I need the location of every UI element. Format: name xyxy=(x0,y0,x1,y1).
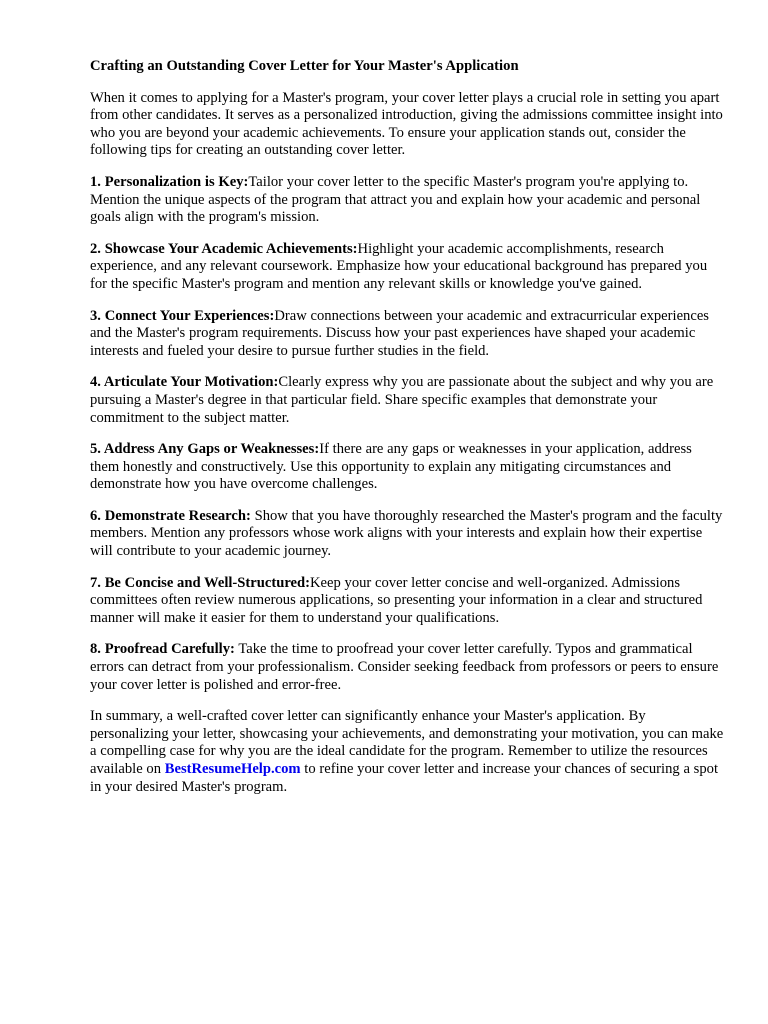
summary-paragraph xyxy=(90,708,724,796)
tip-body-6: Show that you have thoroughly researched the Master's program and the faculty members. Mention any professors whose work aligns with your interests and explain how their expertise will contribute to your academic journey. xyxy=(90,507,723,560)
tip-label-5: 5. Address Any Gaps or Weaknesses: xyxy=(90,441,320,458)
tip-item-4 xyxy=(90,374,724,427)
tip-body-3: Draw connections between your academic and extracurricular experiences and the Master's program requirements. Discuss how your past experiences have shaped your academic interests and fueled your desire to pursue further studies in the field. xyxy=(90,307,709,359)
tip-item-1 xyxy=(90,174,724,227)
tip-label-6: 6. Demonstrate Research: xyxy=(90,507,251,524)
tip-label-3: 3. Connect Your Experiences: xyxy=(90,307,275,324)
tip-item-3 xyxy=(90,308,724,361)
tip-item-8 xyxy=(90,641,724,694)
tip-label-2: 2. Showcase Your Academic Achievements: xyxy=(90,240,358,257)
intro-paragraph: When it comes to applying for a Master's program, your cover letter plays a crucial role in setting you apart from other candidates. It serves as a personalized introduction, giving the admissions committee insight into who you are beyond your academic achievements. To ensure your application stands out, consider the following tips for creating an outstanding cover letter. xyxy=(90,89,723,159)
tip-label-4: 4. Articulate Your Motivation: xyxy=(90,374,279,391)
bestresumehelp-link[interactable]: BestResumeHelp.com xyxy=(164,761,301,777)
tip-body-7: Keep your cover letter concise and well-organized. Admissions committees often review numerous applications, so presenting your information in a clear and structured manner will make it easier for them to understand your qualifications. xyxy=(90,574,703,626)
tip-label-8: 8. Proofread Carefully: xyxy=(90,641,235,658)
tip-label-7: 7. Be Concise and Well-Structured: xyxy=(90,574,310,591)
summary-text-after-link: to refine your cover letter and increase your chances of securing a spot in your desired Master's program. xyxy=(90,761,718,795)
tip-body-8: Take the time to proofread your cover letter carefully. Typos and grammatical errors can detract from your professionalism. Consider seeking feedback from professors or peers to ensure your cover letter is polished and error-free. xyxy=(90,641,719,693)
tip-body-5: If there are any gaps or weaknesses in your application, address them honestly and constructively. Use this opportunity to explain any mitigating circumstances and demonstrate how you have overcome challenges. xyxy=(90,441,692,493)
tip-label-1: 1. Personalization is Key: xyxy=(90,173,249,190)
tip-body-1: Tailor your cover letter to the specific Master's program you're applying to. Mention the unique aspects of the program that attract you and explain how your academic and personal goals align with the program's mission. xyxy=(90,173,701,226)
summary-text-before-link: In summary, a well-crafted cover letter can significantly enhance your Master's application. By personalizing your letter, showcasing your achievements, and demonstrating your motivation, you can make a compelling case for why you are the ideal candidate for the program. Remember to utilize the resources available on xyxy=(90,708,724,777)
document-body xyxy=(90,58,724,796)
tip-item-7 xyxy=(90,575,724,628)
tip-item-5 xyxy=(90,441,724,494)
tip-body-2: Highlight your academic accomplishments, research experience, and any relevant coursework. Emphasize how your educational background has prepared you for the specific Master's program and mention any relevant skills or knowledge you've gained. xyxy=(90,240,708,292)
tip-item-6 xyxy=(90,508,724,561)
tip-body-4: Clearly express why you are passionate about the subject and why you are pursuing a Master's degree in that particular field. Share specific examples that demonstrate your commitment to the subject matter. xyxy=(90,374,714,426)
document-title: Crafting an Outstanding Cover Letter for Your Master's Application xyxy=(90,58,519,74)
tip-item-2 xyxy=(90,241,724,294)
